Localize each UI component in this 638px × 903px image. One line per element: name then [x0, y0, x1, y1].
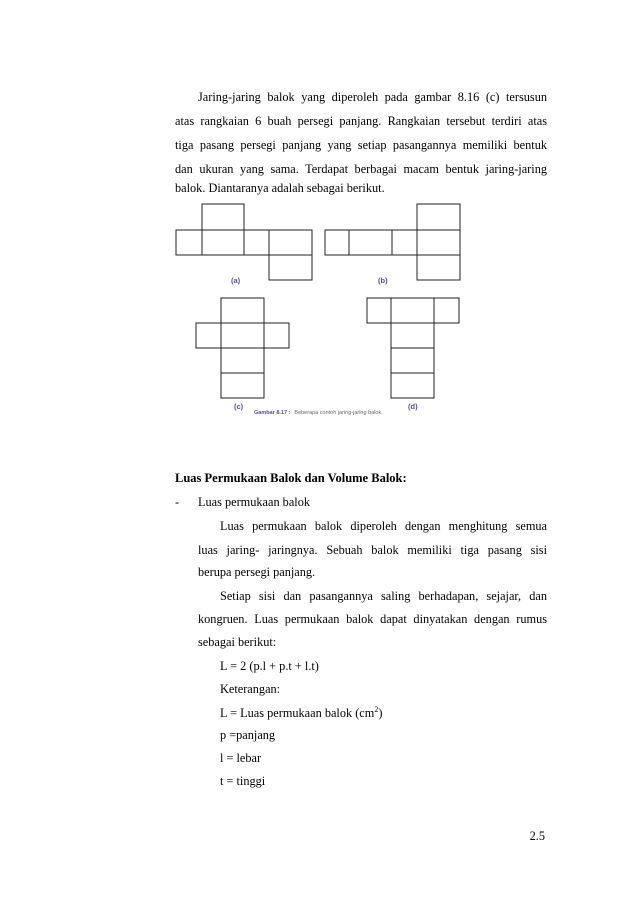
def-L: [220, 705, 382, 721]
section-heading: Luas Permukaan Balok dan Volume Balok:: [175, 471, 407, 485]
bullet-title: Luas permukaan balok: [198, 495, 310, 509]
label-c: (c): [234, 402, 244, 411]
bullet-dash: -: [175, 495, 180, 509]
caption-label: Gambar 8.17 :: [254, 410, 291, 416]
figure-caption: [254, 401, 383, 418]
label-d: (d): [408, 402, 418, 411]
def-L-end: ): [378, 706, 383, 721]
page-number: 2.5: [529, 829, 545, 843]
label-b: (b): [378, 276, 388, 285]
nets-diagram: [170, 196, 470, 426]
intro-line-3: tiga pasang persegi panjang yang setiap pasangannya memiliki bentuk: [175, 138, 547, 152]
def-L-sup: 2: [374, 705, 379, 714]
intro-line-1: Jaring-jaring balok yang diperoleh pada gambar 8.16 (c) tersusun: [198, 90, 547, 104]
net-c: [196, 298, 289, 398]
p1-line-3: berupa persegi panjang.: [198, 565, 316, 579]
label-a: (a): [231, 276, 241, 285]
def-L-text: L = Luas permukaan balok (cm: [220, 706, 375, 721]
nets-figure: [170, 196, 470, 426]
caption-text: Beberapa contoh jaring-jaring balok.: [294, 410, 383, 416]
intro-line-5: balok. Diantaranya adalah sebagai berikut.: [175, 181, 385, 195]
net-b: [325, 204, 460, 280]
net-d: [367, 298, 459, 398]
net-a: [176, 204, 312, 280]
def-p: p =panjang: [220, 728, 276, 742]
p1-line-2: luas jaring- jaringnya. Sebuah balok memiliki tiga pasang sisi: [198, 543, 547, 557]
p2-line-2: kongruen. Luas permukaan balok dapat dinyatakan dengan rumus: [198, 612, 547, 626]
formula: L = 2 (p.l + p.t + l.t): [220, 659, 319, 673]
keterangan: Keterangan:: [220, 682, 281, 696]
p2-line-1: Setiap sisi dan pasangannya saling berhadapan, sejajar, dan: [220, 589, 547, 603]
def-l: l = lebar: [220, 751, 262, 765]
def-t: t = tinggi: [220, 774, 266, 788]
p2-line-3: sebagai berikut:: [198, 635, 277, 649]
intro-line-2: atas rangkaian 6 buah persegi panjang. Rangkaian tersebut terdiri atas: [175, 114, 547, 128]
intro-line-4: dan ukuran yang sama. Terdapat berbagai macam bentuk jaring-jaring: [175, 162, 547, 176]
p1-line-1: Luas permukaan balok diperoleh dengan menghitung semua: [220, 519, 547, 533]
